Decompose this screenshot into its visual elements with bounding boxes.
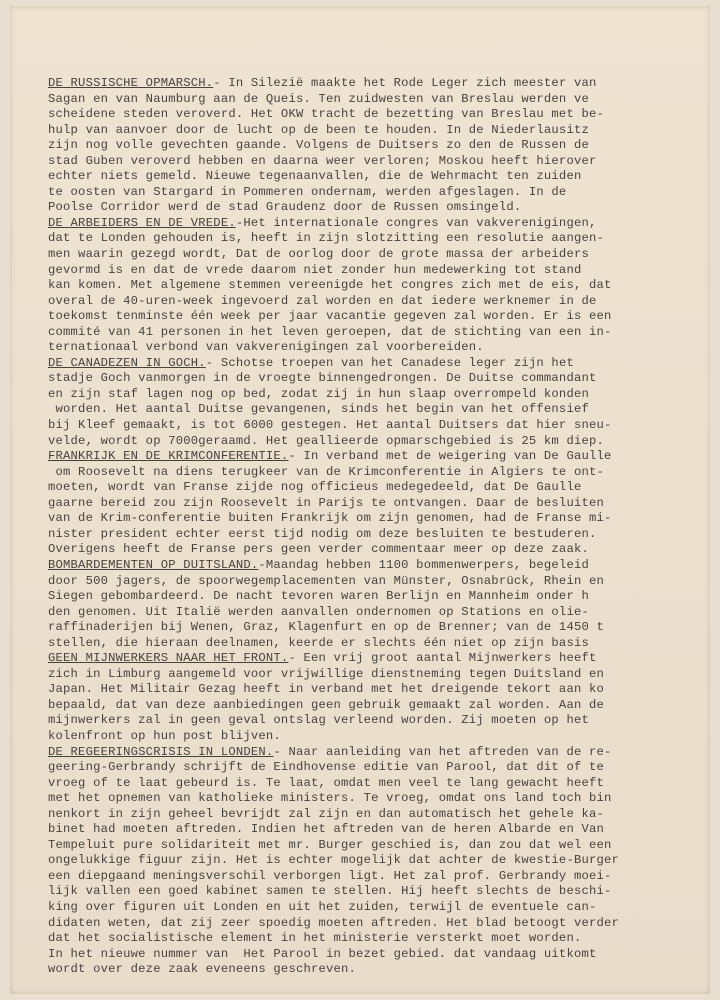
line-text: - In Silezië maakte het Rode Leger zich meester van	[213, 76, 597, 90]
text-line: den genomen. Uit Italië werden aanvallen ondernomen op Stations en olie-	[48, 604, 589, 619]
text-line: door 500 jagers, de spoorwegemplacementen van Münster, Osnabrück, Rhein en	[48, 573, 605, 588]
text-line: king over figuren uit Londen en uit het zuiden, terwijl de eventuele can-	[48, 899, 597, 914]
text-line: stellen, die hieraan deelnamen, keerde er slechts één niet op zijn basis	[48, 635, 589, 650]
text-line: Sagan en van Naumburg aan de Queis. Ten zuidwesten van Breslau werden ve	[48, 91, 589, 106]
text-line: echter niets gemeld. Nieuwe tegenaanvallen, die de Wehrmacht ten zuiden	[48, 169, 582, 184]
text-line: nister president echter eerst tijd nodig om deze besluiten te bestuderen.	[48, 526, 597, 541]
section-heading: DE REGEERINGSCRISIS IN LONDEN.	[48, 744, 274, 759]
line-text: - Naar aanleiding van het aftreden van de re-	[273, 744, 612, 759]
text-line: geering-Gerbrandy schrijft de Eindhovense editie van Parool, dat dit of te	[48, 760, 605, 775]
section-heading: DE CANADEZEN IN GOCH.	[48, 355, 206, 370]
text-line: te oosten van Stargard in Pommeren ondernam, werden afgeslagen. In de	[48, 184, 567, 199]
text-line	[48, 449, 698, 465]
text-line: binet had moeten aftreden. Indien het aftreden van de heren Albarde en Van	[48, 822, 605, 837]
text-line	[48, 651, 698, 667]
line-text: - In verband met de weigering van De Gaulle	[288, 449, 612, 464]
text-line: stadje Goch vanmorgen in de vroegte binnengedrongen. De Duitse commandant	[48, 371, 597, 386]
text-line: mijnwerkers zal in geen geval ontslag verleend worden. Zij moeten op het	[48, 713, 589, 728]
text-line	[48, 558, 698, 574]
text-line: Siegen gebombardeerd. De nacht tevoren waren Berlijn en Mannheim onder h	[48, 589, 589, 604]
text-line: zijn nog volle gevechten gaande. Volgens de Duitsers zo den de Russen de	[48, 138, 589, 153]
section-heading: DE RUSSISCHE OPMARSCH.	[48, 76, 214, 90]
text-line: wordt over deze zaak eveneens geschreven.	[48, 962, 357, 977]
text-line: moeten, wordt van Franse zijde nog officieus medegedeeld, dat De Gaulle	[48, 480, 582, 495]
text-line	[48, 76, 698, 92]
text-line: overal de 40-uren-week ingevoerd zal worden en dat iedere werknemer in de	[48, 293, 597, 308]
text-line: ongelukkige figuur zijn. Het is echter mogelijk dat achter de kwestie-Burger	[48, 853, 620, 868]
text-line: zich in Limburg aangemeld voor vrijwillige dienstneming tegen Duitsland en	[48, 666, 605, 681]
text-line: scheidene steden veroverd. Het OKW tracht de bezetting van Breslau met be-	[48, 107, 605, 122]
text-line	[48, 216, 698, 232]
text-line: commité van 41 personen in het leven geroepen, dat de stichting van een in-	[48, 324, 612, 339]
text-line: dat te Londen gehouden is, heeft in zijn slotzitting een resolutie aangen-	[48, 231, 605, 246]
line-text: -Maandag hebben 1100 bommenwerpers, begeleid	[258, 557, 589, 572]
section-heading: GEEN MIJNWERKERS NAAR HET FRONT.	[48, 651, 289, 666]
line-text: - Een vrij groot aantal Mijnwerkers heeft	[288, 651, 597, 666]
text-line: stad Guben veroverd hebben en daarna weer verloren; Moskou heeft hierover	[48, 153, 597, 168]
section-heading: FRANKRIJK EN DE KRIMCONFERENTIE.	[48, 449, 289, 464]
text-line	[48, 356, 698, 372]
text-line: Japan. Het Militair Gezag heeft in verband met het dreigende tekort aan ko	[48, 682, 605, 697]
text-line: met het opnemen van katholieke ministers. Te vroeg, omdat ons land toch bin	[48, 791, 612, 806]
text-line: kolenfront op hun post blijven.	[48, 728, 281, 743]
section-heading: BOMBARDEMENTEN OP DUITSLAND.	[48, 557, 259, 572]
text-line: van de Krim-conferentie buiten Frankrijk om zijn genomen, had de Franse mi-	[48, 511, 612, 526]
text-line: gaarne bereid zou zijn Roosevelt in Parijs te ontvangen. Daar de besluiten	[48, 495, 605, 510]
text-line: bij Kleef gemaakt, is tot 6000 gestegen. Het aantal Duitsers dat hier sneu-	[48, 418, 612, 433]
text-line: kan komen. Met algemene stemmen vereenigde het congres zich met de eis, dat	[48, 278, 612, 293]
line-text: -Het internationale congres van vakverenigingen,	[235, 215, 597, 230]
text-line: nenkort in zijn geheel bevrijdt zal zijn en dan automatisch het gehele ka-	[48, 806, 605, 821]
line-text: - Schotse troepen van het Canadese leger zijn het	[205, 355, 574, 370]
text-line: hulp van aanvoer door de lucht op de been te houden. In de Niederlausitz	[48, 122, 589, 137]
text-line: didaten weten, dat zij zeer spoedig moeten aftreden. Het blad betoogt verder	[48, 915, 620, 930]
text-line: men waarin gezegd wordt, Dat de oorlog door de grote massa der arbeiders	[48, 247, 589, 262]
section-heading: DE ARBEIDERS EN DE VREDE.	[48, 215, 236, 230]
text-line: Poolse Corridor werd de stad Graudenz door de Russen omsingeld.	[48, 200, 522, 215]
text-line: raffinaderijen bij Wenen, Graz, Klagenfurt en op de Brenner; van de 1450 t	[48, 620, 605, 635]
text-line: een diepgaand meningsverschil verborgen ligt. Het zal prof. Gerbrandy moei-	[48, 868, 612, 883]
text-line: om Roosevelt na diens terugkeer van de Krimconferentie in Algiers te ont-	[48, 464, 605, 479]
document-body	[48, 76, 698, 978]
text-line: toekomst tenminste één week per jaar vacantie gegeven zal worden. Er is een	[48, 309, 612, 324]
text-line: bepaald, dat van deze aanbiedingen geen gebruik gemaakt zal worden. Aan de	[48, 697, 605, 712]
text-line: In het nieuwe nummer van Het Parool in bezet gebied. dat vandaag uitkomt	[48, 946, 597, 961]
text-line: velde, wordt op 7000geraamd. Het geallieerde opmarschgebied is 25 km diep.	[48, 433, 605, 448]
typewritten-page	[10, 6, 710, 994]
text-line: en zijn staf lagen nog op bed, zodat zij in hun slaap overrompeld konden	[48, 386, 589, 401]
text-line: vroeg of te laat gebeurd is. Te laat, omdat men veel te lang gewacht heeft	[48, 775, 605, 790]
text-line: ternationaal verbond van vakverenigingen zal voorbereiden.	[48, 340, 484, 355]
text-line: Tempeluit pure solidariteit met mr. Burger geschied is, dan zou dat wel een	[48, 837, 612, 852]
text-line: worden. Het aantal Duitse gevangenen, sinds het begin van het offensief	[48, 402, 589, 417]
text-line: dat het socialistische element in het ministerie versterkt moet worden.	[48, 931, 582, 946]
text-line: Overigens heeft de Franse pers geen verder commentaar meer op deze zaak.	[48, 542, 589, 557]
text-line: lijk vallen een goed kabinet samen te stellen. Hij heeft slechts de beschi-	[48, 884, 612, 899]
text-line	[48, 745, 698, 761]
text-line: gevormd is en dat de vrede daarom niet zonder hun medewerking tot stand	[48, 262, 582, 277]
